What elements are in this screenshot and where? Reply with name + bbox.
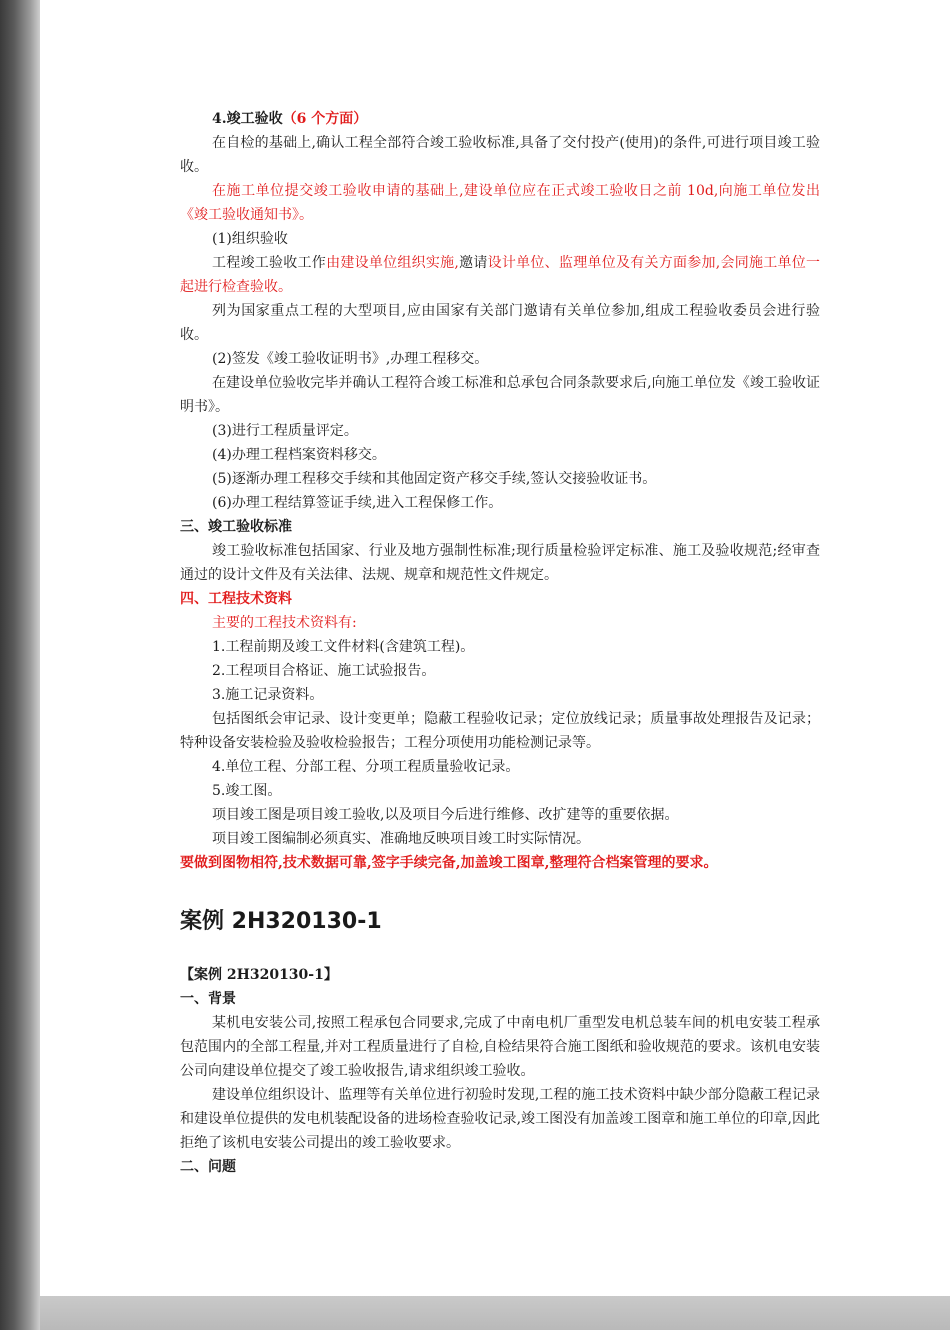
paragraph: 项目竣工图编制必须真实、准确地反映项目竣工时实际情况。 [212, 831, 590, 847]
text-run: 工程竣工验收工作 [212, 255, 327, 271]
emphasis-line: 要做到图物相符,技术数据可靠,签字手续完备,加盖竣工图章,整理符合档案管理的要求。 [180, 855, 718, 871]
item-5: (5)逐渐办理工程移交手续和其他固定资产移交手续,签认交接验收证书。 [212, 471, 657, 487]
left-margin-band [0, 0, 40, 1330]
text-run-red: 设计单位、监理单位及有关方面参加,会同施工单位一起进行检查验收。 [180, 255, 821, 295]
document-page [180, 107, 820, 1179]
text-run: 邀请 [458, 255, 488, 271]
paragraph: 在建设单位验收完毕并确认工程符合竣工标准和总承包合同条款要求后,向施工单位发《竣工验收证明书》。 [180, 375, 820, 415]
paragraph: 某机电安装公司,按照工程承包合同要求,完成了中南电机厂重型发电机总装车间的机电安装工程承包范围内的全部工程量,并对工程质量进行了自检,自检结果符合施工图纸和验收规范的要求。该机电安装公司向建设单位提交了竣工验收报告,请求组织竣工验收。 [180, 1015, 820, 1079]
paragraph: 包括图纸会审记录、设计变更单；隐蔽工程验收记录；定位放线记录；质量事故处理报告及记录；特种设备安装检验及验收检验报告；工程分项使用功能检测记录等。 [180, 711, 820, 751]
item-2: (2)签发《竣工验收证明书》,办理工程移交。 [212, 351, 489, 367]
question-title: 二、问题 [180, 1159, 236, 1175]
tech-item-1: 1.工程前期及竣工文件材料(含建筑工程)。 [212, 639, 475, 655]
section-tech-docs-title: 四、工程技术资料 [180, 591, 292, 607]
paragraph: 竣工验收标准包括国家、行业及地方强制性标准;现行质量检验评定标准、施工及验收规范;经审查通过的设计文件及有关法律、法规、规章和规范性文件规定。 [180, 543, 820, 583]
case-heading: 案例 2H320130-1 [180, 909, 382, 934]
bottom-margin-band [40, 1296, 950, 1330]
section-4-heading [180, 107, 820, 131]
paragraph: 列为国家重点工程的大型项目,应由国家有关部门邀请有关单位参加,组成工程验收委员会进行验收。 [180, 303, 820, 343]
background-title: 一、背景 [180, 991, 236, 1007]
paragraph-red: 在施工单位提交竣工验收申请的基础上,建设单位应在正式竣工验收日之前 10d,向施工单位发出《竣工验收通知书》。 [180, 183, 820, 223]
item-4: (4)办理工程档案资料移交。 [212, 447, 386, 463]
item-1: (1)组织验收 [212, 231, 288, 247]
tech-item-2: 2.工程项目合格证、施工试验报告。 [212, 663, 436, 679]
item-6: (6)办理工程结算签证手续,进入工程保修工作。 [212, 495, 503, 511]
paragraph: 在自检的基础上,确认工程全部符合竣工验收标准,具备了交付投产(使用)的条件,可进行项目竣工验收。 [180, 135, 820, 175]
section-4-note: （6 个方面） [282, 111, 368, 127]
paragraph: 建设单位组织设计、监理等有关单位进行初验时发现,工程的施工技术资料中缺少部分隐蔽工程记录和建设单位提供的发电机装配设备的进场检查验收记录,竣工图没有加盖竣工图章和施工单位的印章,因此拒绝了该机电安装公司提出的竣工验收要求。 [180, 1087, 820, 1151]
case-label: 【案例 2H320130-1】 [180, 967, 338, 983]
tech-item-5: 5.竣工图。 [212, 783, 282, 799]
tech-docs-intro: 主要的工程技术资料有: [212, 615, 357, 631]
section-4-title: 4.竣工验收 [212, 111, 283, 127]
tech-item-3: 3.施工记录资料。 [212, 687, 324, 703]
item-3: (3)进行工程质量评定。 [212, 423, 358, 439]
paragraph-mixed [180, 251, 820, 299]
paragraph: 项目竣工图是项目竣工验收,以及项目今后进行维修、改扩建等的重要依据。 [212, 807, 679, 823]
tech-item-4: 4.单位工程、分部工程、分项工程质量验收记录。 [212, 759, 520, 775]
section-3-title: 三、竣工验收标准 [180, 519, 292, 535]
text-run-red: 由建设单位组织实施, [326, 255, 459, 271]
